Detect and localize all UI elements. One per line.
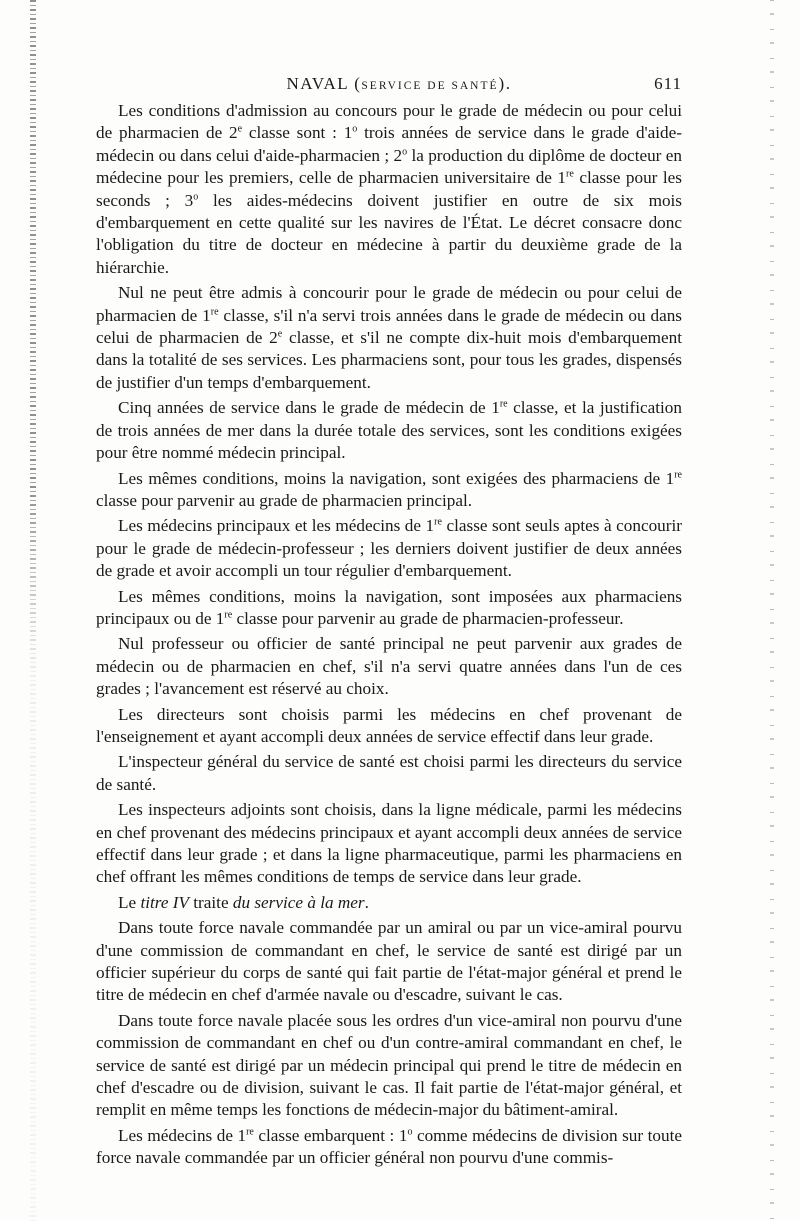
- ordinal-superscript: o: [402, 146, 408, 158]
- body-paragraph: Les médecins principaux et les médecins de 1re classe sont seuls aptes à concourir pour le grade de médecin-professeur ; les derniers doivent justifier de deux années de grade et avoir accompli un tour régulier d'embarquement.: [96, 516, 682, 581]
- titre-reference: titre IV: [140, 892, 189, 912]
- body-text: [96, 100, 682, 1173]
- body-paragraph: Les mêmes conditions, moins la navigation, sont imposées aux pharmaciens principaux ou de 1re classe pour parvenir au grade de pharmacien-professeur.: [96, 586, 682, 628]
- body-paragraph: Les médecins de 1re classe embarquent : 1$^o$ comme médecins de division sur toute force navale commandée par un officier général non pourvu d'une commis-: [96, 1125, 682, 1168]
- running-head-main: NAVAL (: [286, 74, 362, 93]
- ordinal-superscript: o: [193, 190, 199, 202]
- body-paragraph: Les mêmes conditions, moins la navigation, sont exigées des pharmaciens de 1re classe pour parvenir au grade de pharmacien principal.: [96, 468, 682, 510]
- running-head: [116, 74, 682, 94]
- body-paragraph: Les inspecteurs adjoints sont choisis, dans la ligne médicale, parmi les médecins en chef provenant des médecins principaux et ayant accompli deux années de service effectif dans leur grade ; et dans la ligne pharmaceutique, parmi les pharmaciens en chef offrant les mêmes conditions de temps de service dans leur grade.: [96, 800, 682, 887]
- scan-edge-artifact: [770, 0, 774, 1221]
- ordinal-superscript: re: [210, 305, 219, 317]
- ordinal-superscript: re: [499, 398, 508, 410]
- titre-lead: Le: [118, 892, 141, 912]
- titre-paragraph: [96, 892, 682, 914]
- body-paragraph: Les conditions d'admission au concours pour le grade de médecin ou pour celui de pharmacien de 2e classe sont : 1$^o$ trois années de service dans le grade d'aide-médecin ou dans celui d'aide-pharmacien ; 2$^o$ la production du diplôme de docteur en médecine pour les premiers, celle de pharmacien universitaire de 1re classe pour les seconds ; 3$^o$ les aides-médecins doivent justifier en outre de six mois d'embarquement en cette qualité sur les navires de l'État. Le décret consacre donc l'obligation du titre de docteur en médecine à partir du deuxième grade de la hiérarchie.: [96, 101, 682, 277]
- body-paragraph: Nul ne peut être admis à concourir pour le grade de médecin ou pour celui de pharmacien de 1re classe, s'il n'a servi trois années dans le grade de médecin ou dans celui de pharmacien de 2e classe, et s'il ne compte dix-huit mois d'embarquement dans la totalité de ses services. Les pharmaciens sont, pour tous les grades, dispensés de justifier d'un temps d'embarquement.: [96, 283, 682, 392]
- body-paragraph: Cinq années de service dans le grade de médecin de 1re classe, et la justification de trois années de mer dans la durée totale des services, sont les conditions exigées pour être nommé médecin principal.: [96, 398, 682, 463]
- binding-edge-artifact: [30, 0, 36, 1221]
- ordinal-superscript: e: [277, 328, 283, 340]
- ordinal-superscript: o: [407, 1126, 413, 1138]
- ordinal-superscript: e: [237, 123, 243, 135]
- body-paragraph: Nul professeur ou officier de santé principal ne peut parvenir aux grades de médecin ou de pharmacien en chef, s'il n'a servi quatre années dans l'un de ces grades ; l'avancement est réservé au choix.: [96, 634, 682, 699]
- ordinal-superscript: re: [246, 1126, 254, 1138]
- body-paragraph: Dans toute force navale placée sous les ordres d'un vice-amiral non pourvu d'une commission de commandant en chef ou d'un contre-amiral commandant en chef, le service de santé est dirigé par un médecin principal qui prend le titre de médecin en chef d'escadre ou de division, suivant le cas. Il fait partie de l'état-major général, et remplit en même temps les fonctions de médecin-major du bâtiment-amiral.: [96, 1010, 682, 1120]
- titre-end: .: [364, 892, 369, 912]
- ordinal-superscript: re: [566, 168, 574, 180]
- titre-topic: du service à la mer: [232, 892, 365, 912]
- running-head-end: ).: [498, 74, 512, 93]
- titre-mid: traite: [188, 892, 233, 912]
- body-paragraph: L'inspecteur général du service de santé est choisi parmi les directeurs du service de santé.: [96, 752, 682, 794]
- ordinal-superscript: o: [352, 123, 358, 135]
- page-number: 611: [654, 74, 682, 93]
- body-paragraph: Dans toute force navale commandée par un amiral ou par un vice-amiral pourvu d'une commission de commandant en chef, le service de santé est dirigé par un officier supérieur du corps de santé qui fait partie de l'état-major général et prend le titre de médecin en chef d'armée navale ou d'escadre, suivant le cas.: [96, 918, 682, 1005]
- ordinal-superscript: re: [434, 516, 442, 528]
- page-header: [116, 74, 682, 98]
- ordinal-superscript: re: [224, 609, 233, 621]
- ordinal-superscript: re: [674, 468, 682, 480]
- body-paragraph: Les directeurs sont choisis parmi les médecins en chef provenant de l'enseignement et ayant accompli deux années de service effectif dans leur grade.: [96, 704, 682, 746]
- running-head-smallcaps: SERVICE DE SANTÉ: [361, 80, 499, 92]
